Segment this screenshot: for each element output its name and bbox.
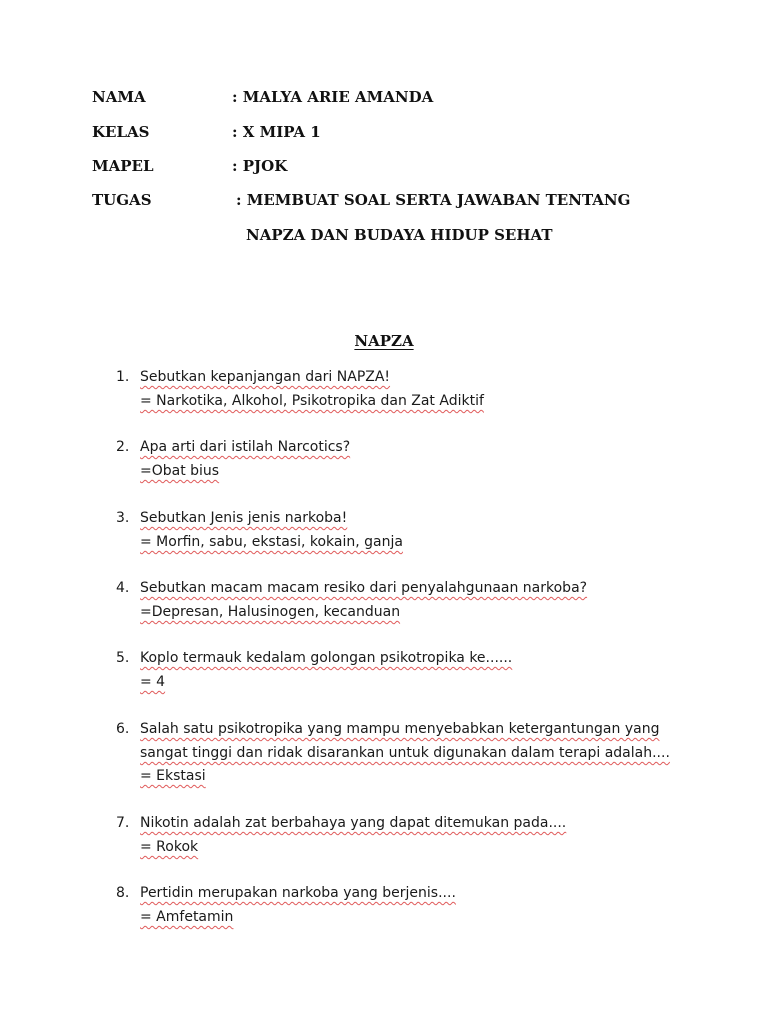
item-question: Sebutkan kepanjangan dari NAPZA! [140, 369, 391, 385]
section-title [0, 332, 768, 350]
item-answer: =Obat bius [140, 463, 220, 479]
item-answer: = Morfin, sabu, ekstasi, kokain, ganja [140, 534, 403, 550]
kelas-value: : X MIPA 1 [232, 123, 321, 141]
tugas-value: : MEMBUAT SOAL SERTA JAWABAN TENTANG [236, 191, 631, 209]
section-title-text: NAPZA [354, 332, 414, 350]
item-question: Sebutkan Jenis jenis narkoba! [140, 510, 348, 526]
kelas-label: KELAS [92, 123, 150, 141]
item-answer: = 4 [140, 674, 166, 690]
item-number: 6. [116, 721, 130, 737]
mapel-label: MAPEL [92, 157, 154, 175]
mapel-value: : PJOK [232, 157, 288, 175]
item-number: 4. [116, 580, 130, 596]
item-question: Salah satu psikotropika yang mampu menyebabkan ketergantungan yang [140, 721, 660, 737]
item-question: Pertidin merupakan narkoba yang berjenis.... [140, 885, 456, 901]
item-answer: = Ekstasi [140, 768, 206, 784]
item-number: 3. [116, 510, 130, 526]
item-number: 8. [116, 885, 130, 901]
item-question: Nikotin adalah zat berbahaya yang dapat ditemukan pada.... [140, 815, 567, 831]
item-question: Koplo termauk kedalam golongan psikotropika ke...... [140, 650, 513, 666]
item-question: Apa arti dari istilah Narcotics? [140, 439, 351, 455]
item-number: 1. [116, 369, 130, 385]
item-question-continuation: sangat tinggi dan ridak disarankan untuk digunakan dalam terapi adalah.... [140, 745, 670, 761]
item-answer: = Rokok [140, 839, 199, 855]
item-answer: = Amfetamin [140, 909, 234, 925]
item-question: Sebutkan macam macam resiko dari penyalahgunaan narkoba? [140, 580, 588, 596]
tugas-value-continuation: NAPZA DAN BUDAYA HIDUP SEHAT [246, 226, 553, 244]
nama-value: : MALYA ARIE AMANDA [232, 88, 434, 106]
nama-label: NAMA [92, 88, 146, 106]
item-number: 5. [116, 650, 130, 666]
item-answer: =Depresan, Halusinogen, kecanduan [140, 604, 401, 620]
item-number: 2. [116, 439, 130, 455]
item-answer: = Narkotika, Alkohol, Psikotropika dan Zat Adiktif [140, 393, 484, 409]
item-number: 7. [116, 815, 130, 831]
tugas-label: TUGAS [92, 191, 152, 209]
